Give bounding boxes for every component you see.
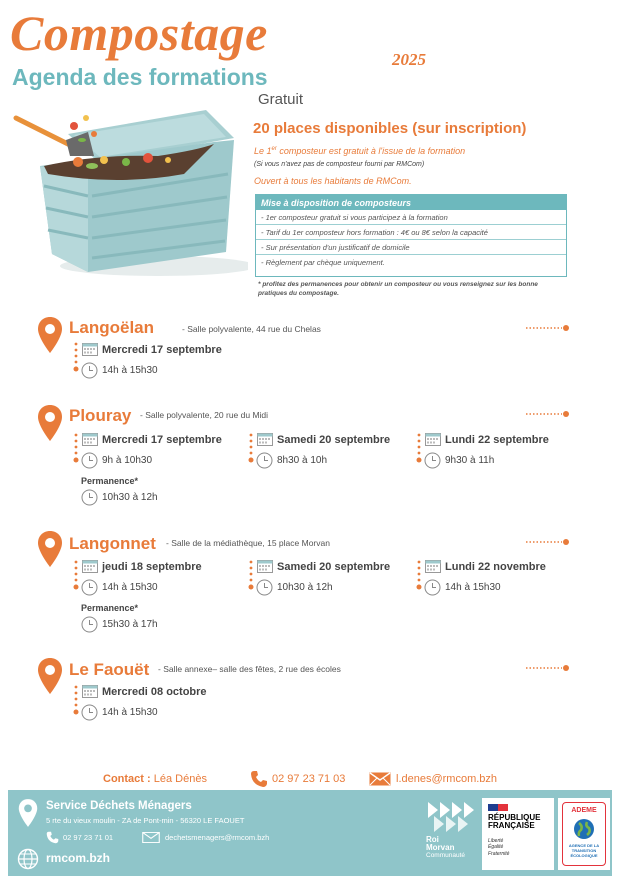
free-composter-line: Le 1er composteur est gratuit à l'issue de la formation [254,146,466,156]
timeline-dots-icon [415,432,423,464]
places-available: 20 places disponibles (sur inscription) [253,120,527,137]
email-icon [369,772,391,786]
republique-francaise-logo [482,798,554,870]
footer-email[interactable]: dechetsmenagers@rmcom.bzh [165,833,270,842]
venue: - Salle polyvalente, 44 rue du Chelas [182,324,321,334]
timeline-dots-icon [247,432,255,464]
clock-icon [256,452,273,469]
permanence-note: * profitez des permanences pour obtenir un composteur ou vous renseignez sur les bonne pratiques du compostage. [258,281,538,297]
session-time: 14h à 15h30 [102,582,158,593]
footer-service: Service Déchets Ménagers [46,800,192,812]
timeline-dots-icon [72,559,80,591]
footer-phone[interactable]: 02 97 23 71 01 [63,833,114,842]
composter-info-box [255,194,567,277]
footer-website[interactable]: rmcom.bzh [46,851,111,865]
calendar-icon [82,684,98,698]
rf-motto: Liberté Égalité Fraternité [488,838,510,857]
calendar-icon [425,432,441,446]
phone-icon [46,831,59,844]
box-line: - Règlement par chèque uniquement. [261,258,385,267]
contact-email[interactable]: l.denes@rmcom.bzh [396,773,498,785]
box-line: - Sur présentation d'un justificatif de domicile [256,240,566,255]
clock-icon [81,362,98,379]
ademe-text: AGENCE DE LA TRANSITION ÉCOLOGIQUE [568,843,600,858]
clock-icon [424,452,441,469]
calendar-icon [425,559,441,573]
session-date: Samedi 20 septembre [277,561,391,573]
dotted-line-icon [526,325,570,331]
timeline-dots-icon [415,559,423,591]
open-to-all: Ouvert à tous les habitants de RMCom. [254,176,412,186]
box-line: - 1er composteur gratuit si vous participez à la formation [256,210,566,225]
session-time: 10h30 à 12h [277,582,333,593]
contact-row [103,773,207,785]
clock-icon [81,704,98,721]
session-date: Samedi 20 septembre [277,434,391,446]
timeline-dots-icon [72,684,80,716]
location-pin-icon [37,657,63,695]
session-date: Mercredi 17 septembre [102,344,222,356]
clock-icon [81,489,98,506]
location-pin-icon [37,316,63,354]
permanence-time: 15h30 à 17h [102,619,158,630]
subtitle: Agenda des formations [12,64,268,90]
clock-icon [256,579,273,596]
calendar-icon [257,559,273,573]
session-time: 14h à 15h30 [102,707,158,718]
permanence-time: 10h30 à 12h [102,492,158,503]
session-time: 9h30 à 11h [445,455,495,466]
session-time: 9h à 10h30 [102,455,153,466]
calendar-icon [82,559,98,573]
timeline-dots-icon [72,432,80,464]
permanence-label: Permanence* [81,476,139,486]
rmcom-logo-icon [426,800,476,832]
ademe-globe-icon [573,818,595,840]
dotted-line-icon [526,665,570,671]
page-title: Compostage [10,5,268,61]
calendar-icon [82,342,98,356]
clock-icon [424,579,441,596]
timeline-dots-icon [72,341,80,373]
permanence-label: Permanence* [81,603,139,613]
city-name: Langonnet [69,534,156,553]
venue: - Salle annexe– salle des fêtes, 2 rue des écoles [158,664,341,674]
clock-icon [81,452,98,469]
session-date: Mercredi 08 octobre [102,686,207,698]
rf-text: RÉPUBLIQUE FRANÇAISE [488,813,541,831]
clock-icon [81,579,98,596]
venue: - Salle polyvalente, 20 rue du Midi [140,410,269,420]
contact-name: Léa Dénès [153,773,207,785]
city-name: Plouray [69,406,132,425]
session-time: 14h à 15h30 [102,365,158,376]
composter-illustration [8,104,248,278]
box-header: Mise à disposition de composteurs [256,195,566,210]
footer-address: 5 rte du vieux moulin - ZA de Pont-min - 56320 LE FAOUET [46,816,245,825]
box-line: - Tarif du 1er composteur hors formation : 4€ ou 8€ selon la capacité [256,225,566,240]
city-name: Le Faouët [69,660,150,679]
session-date: Lundi 22 septembre [445,434,549,446]
location-pin-icon [18,798,38,828]
contact-phone[interactable]: 02 97 23 71 03 [272,773,346,785]
calendar-icon [257,432,273,446]
rmcom-logo-text: Roi Morvan Communauté [426,835,466,859]
city-name: Langoëlan [69,318,155,337]
dotted-line-icon [526,411,570,417]
contact-label: Contact : [103,773,151,785]
session-date: Lundi 22 novembre [445,561,546,573]
timeline-dots-icon [247,559,255,591]
globe-icon [17,848,39,870]
session-time: 14h à 15h30 [445,582,501,593]
venue: - Salle de la médiathèque, 15 place Morvan [166,538,330,548]
clock-icon [81,616,98,633]
email-icon [142,832,160,843]
year-label: 2025 [392,50,426,69]
location-pin-icon [37,530,63,568]
session-time: 8h30 à 10h [277,455,328,466]
location-pin-icon [37,404,63,442]
calendar-icon [82,432,98,446]
price-label: Gratuit [258,91,304,108]
dotted-line-icon [526,539,570,545]
footer [8,790,612,876]
session-date: Mercredi 17 septembre [102,434,222,446]
session-date: jeudi 18 septembre [102,561,202,573]
composter-condition: (Si vous n'avez pas de composteur fourni par RMCom) [254,161,425,168]
phone-icon [250,770,268,788]
ademe-logo: ADEME AGENCE DE LA TRANSITION ÉCOLOGIQUE [558,798,610,870]
